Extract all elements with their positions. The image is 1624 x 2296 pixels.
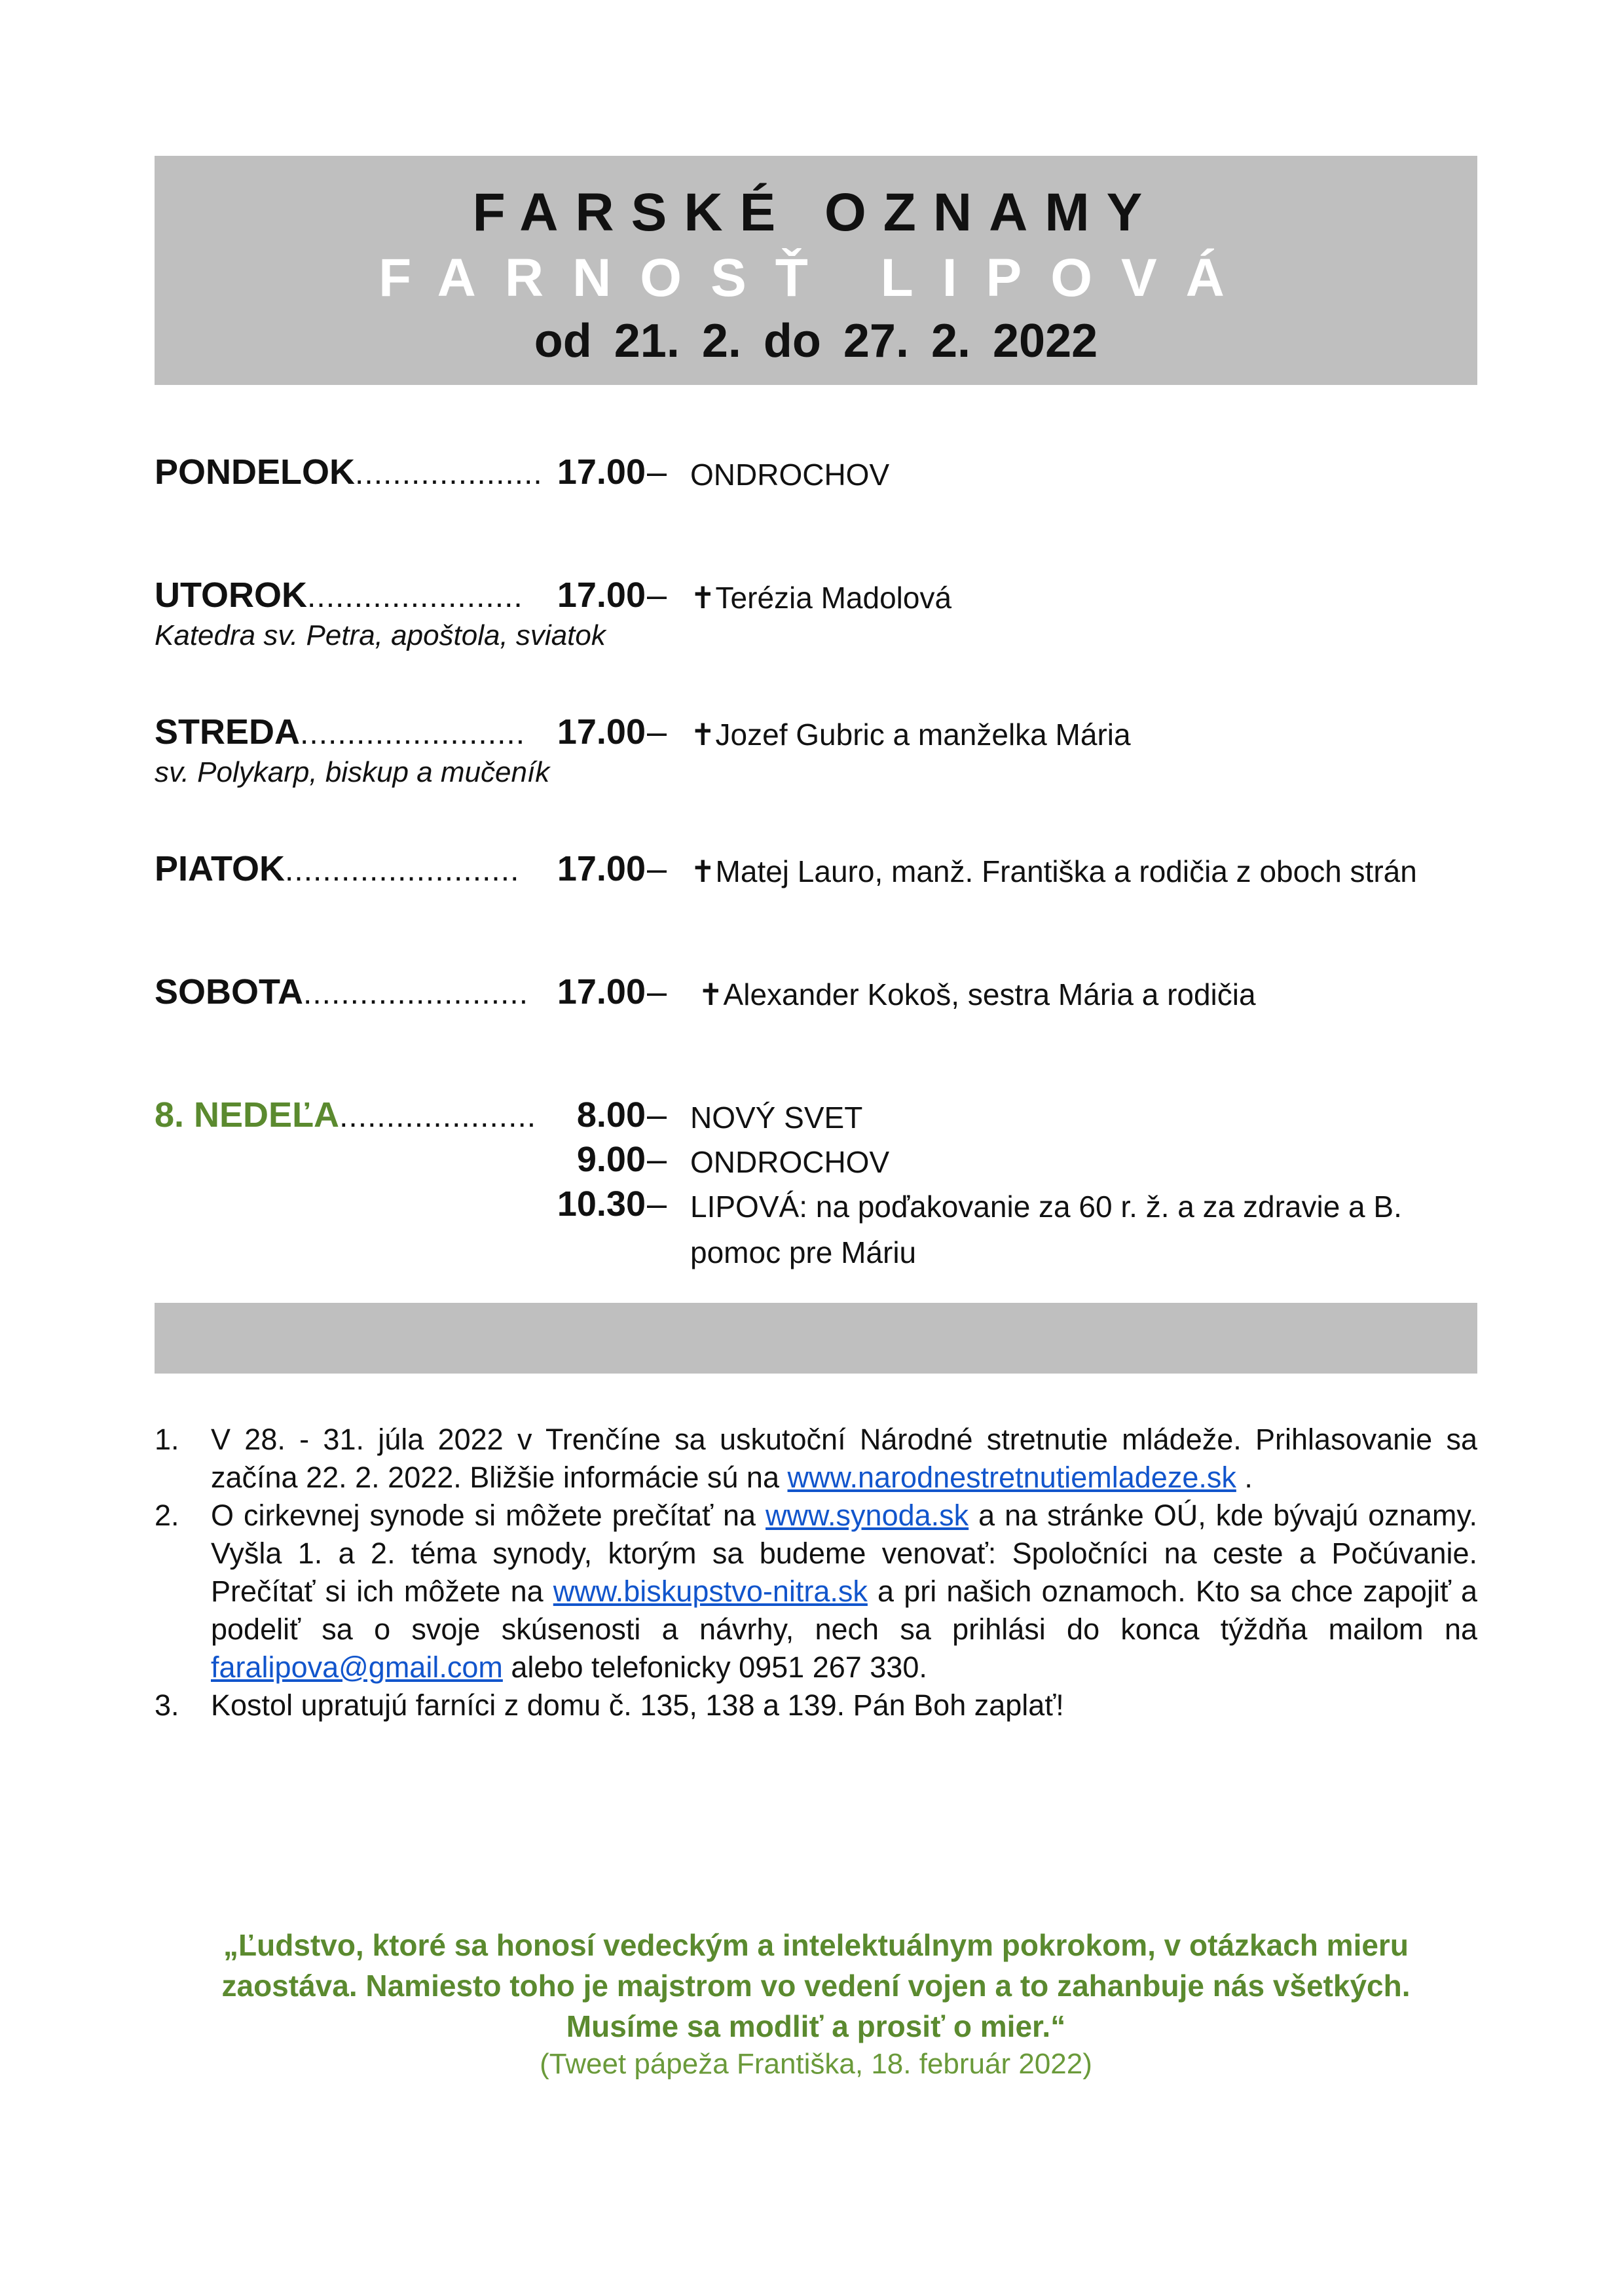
notice-item (155, 1497, 1477, 1686)
notice-text: a pri našich oznamoch. Kto sa chce zapojiť a podeliť sa o svoje skúsenosti a návrhy, nech sa prihlási do konca týždňa mailom na (211, 1575, 1477, 1646)
day-name: UTOROK....................... (155, 575, 523, 615)
mass-time: 17.00 (557, 849, 646, 888)
notice-text: alebo telefonicky 0951 267 330. (502, 1650, 927, 1684)
notices-list (155, 1421, 1477, 1724)
dash: – (647, 1184, 667, 1224)
schedule-row-wednesday (155, 712, 1490, 816)
mass-intention-continued: pomoc pre Máriu (690, 1235, 917, 1269)
mass-time: 17.00 (557, 575, 646, 615)
quote-line: zaostáva. Namiesto toho je majstrom vo vedení vojen a to zahanbuje nás všetkých. (221, 1969, 1411, 2003)
day-name: SOBOTA........................ (155, 972, 529, 1011)
notice-text: . (1236, 1461, 1253, 1494)
schedule-row-tuesday (155, 575, 1490, 680)
dash: – (647, 575, 667, 615)
mass-intention: ONDROCHOV (690, 458, 890, 492)
date-range: od 21. 2. do 27. 2. 2022 (534, 315, 1098, 367)
notice-number: 3. (155, 1688, 179, 1722)
notice-text: O cirkevnej synode si môžete prečítať na (211, 1499, 766, 1532)
title: FARSKÉ OZNAMY (472, 183, 1160, 242)
dash: – (647, 1095, 667, 1135)
schedule-row-monday (155, 452, 1490, 556)
dash: – (647, 972, 667, 1011)
mass-intention: ✝Jozef Gubric a manželka Mária (690, 718, 1131, 752)
notice-text: V 28. - 31. júla 2022 v Trenčíne sa uskutoční Národné stretnutie mládeže. Prihlasovanie sa začína 22. 2. 2022. Bližšie informácie sú na (211, 1423, 1477, 1494)
mass-time: 9.00 (576, 1140, 646, 1179)
dash: – (647, 1140, 667, 1179)
divider-bar (155, 1303, 1477, 1374)
mass-intention: ✝Matej Lauro, manž. Františka a rodičia z oboch strán (690, 854, 1417, 888)
notice-item (155, 1421, 1477, 1497)
feast-subtitle: Katedra sv. Petra, apoštola, sviatok (155, 619, 606, 651)
mass-intention: NOVÝ SVET (690, 1101, 863, 1135)
dash: – (647, 849, 667, 888)
header-banner (155, 156, 1477, 385)
dash: – (647, 452, 667, 492)
mass-intention: ✝Terézia Madolová (690, 581, 952, 615)
day-name: PIATOK......................... (155, 849, 520, 888)
dash: – (647, 712, 667, 752)
quote-line: Musíme sa modliť a prosiť o mier.“ (566, 2009, 1066, 2043)
mass-time: 17.00 (557, 972, 646, 1011)
mass-time: 10.30 (557, 1184, 646, 1224)
mass-time: 8.00 (576, 1095, 646, 1135)
feast-subtitle: sv. Polykarp, biskup a mučeník (155, 756, 550, 788)
schedule-row-friday (155, 848, 1490, 953)
day-name: PONDELOK.................... (155, 452, 543, 492)
mass-intention: LIPOVÁ: na poďakovanie za 60 r. ž. a za zdravie a B. (690, 1190, 1402, 1224)
notice-text: Kostol upratujú farníci z domu č. 135, 138 a 139. Pán Boh zaplať! (211, 1688, 1064, 1722)
mass-time: 17.00 (557, 452, 646, 492)
mass-time: 17.00 (557, 712, 646, 752)
link-biskupstvo[interactable]: www.biskupstvo-nitra.sk (553, 1575, 868, 1608)
schedule-row-sunday (155, 1095, 1490, 1278)
mass-intention: ✝Alexander Kokoš, sestra Mária a rodičia (698, 977, 1256, 1011)
mass-intention: ONDROCHOV (690, 1145, 890, 1179)
notice-number: 1. (155, 1423, 179, 1456)
day-name: STREDA........................ (155, 712, 526, 752)
day-name: 8. NEDEĽA..................... (155, 1095, 537, 1135)
quote-citation: (Tweet pápeža Františka, 18. február 2022) (540, 2048, 1092, 2080)
notice-item (155, 1686, 1477, 1724)
notice-text: a na stránke OÚ, kde bývajú oznamy. Vyšla 1. a 2. téma synody, ktorým sa budeme venovať: Spoločníci na ceste a Počúvanie. Prečítať si ich môžete na (211, 1499, 1477, 1608)
parish-name: FARNOSŤ LIPOVÁ (378, 248, 1253, 308)
link-synoda[interactable]: www.synoda.sk (766, 1499, 969, 1532)
link-email[interactable]: faralipova@gmail.com (211, 1650, 503, 1684)
schedule-row-saturday (155, 972, 1490, 1076)
quote-line: „Ľudstvo, ktoré sa honosí vedeckým a intelektuálnym pokrokom, v otázkach mieru (223, 1928, 1409, 1962)
notice-number: 2. (155, 1499, 179, 1532)
link-narodnestretnutie[interactable]: www.narodnestretnutiemladeze.sk (787, 1461, 1236, 1494)
pope-quote (155, 1925, 1477, 2047)
